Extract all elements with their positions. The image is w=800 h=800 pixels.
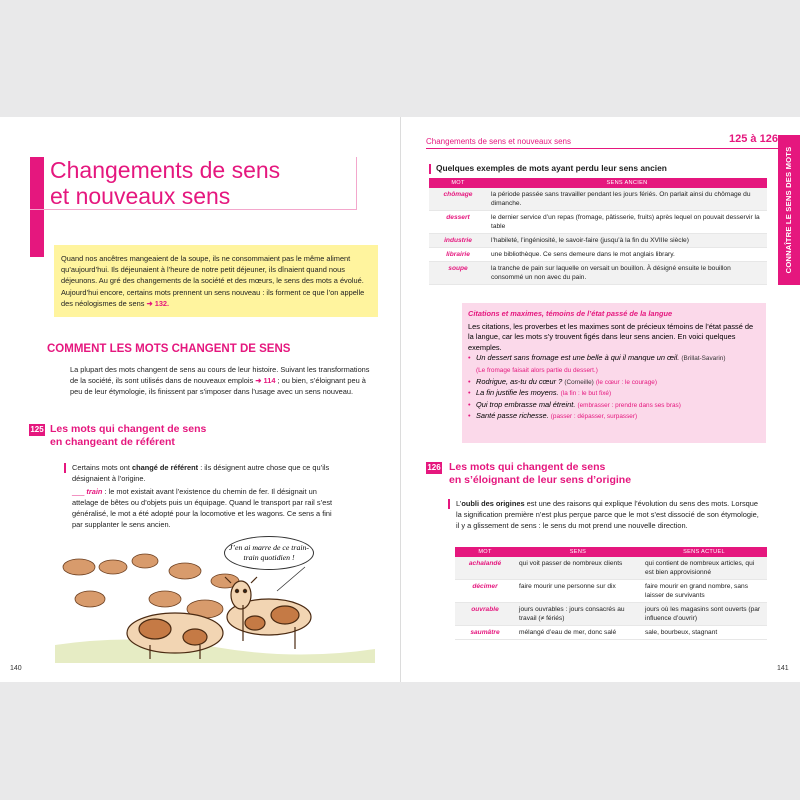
table2-header-sens-actuel: SENS ACTUEL (641, 547, 767, 557)
intro-box (54, 245, 378, 317)
section-number-125: 125 (30, 425, 44, 434)
p1-text-c: : ils désignent autre chose que ce qu’ils désignaient à l’origine. (72, 463, 330, 483)
header-rule (426, 148, 778, 149)
title-line-2: et nouveaux sens (50, 183, 231, 209)
citation-source: (Corneille) (564, 378, 594, 386)
paragraph-marker (64, 463, 66, 473)
citation-gloss: (Le fromage faisait alors partie du dessert.) (476, 366, 598, 374)
table1-title: Quelques exemples de mots ayant perdu leur sens ancien (436, 163, 667, 173)
citation-gloss: (embrasser : prendre dans ses bras) (577, 401, 681, 409)
train-example: ___ train : le mot existait avant l’existence du chemin de fer. Il désignait un attelage de bêtes ou d’objets puis un équipage. Quand le transport par rail s’est généralisé, le mot a été adopté pour la locomotive et les wagons. Ce sens a fini par supplanter le sens ancien. (72, 487, 333, 529)
table-cell: librairie (429, 248, 487, 262)
table-cell: achalandé (455, 557, 515, 580)
table-cell: industrie (429, 234, 487, 248)
table-cell: qui voit passer de nombreux clients (515, 557, 641, 580)
citation-gloss: (passer : dépasser, surpasser) (550, 413, 638, 421)
chapter-tab-label: CONNAÎTRE LE SENS DES MOTS (784, 146, 793, 274)
table-row (429, 234, 767, 248)
p126-text-a: L’ (456, 499, 462, 508)
table-cell: saumâtre (455, 626, 515, 640)
table-cell: le dernier service d’un repas (fromage, pâtisserie, fruits) après lequel on pouvait desservir la table (487, 211, 767, 234)
section-number-126: 126 (427, 463, 441, 472)
citation-quote: Qui trop embrasse mal étreint. (476, 399, 576, 409)
citation-quote: La fin justifie les moyens. (476, 388, 559, 398)
intro-text: Quand nos ancêtres mangeaient de la soupe, ils ne consommaient pas le même aliment qu’aujourd’hui. Ils déjeunaient à l’heure de notre petit déjeuner, ils dînaient quand nous déjeunons. Au gré des changements de la société et des mœurs, le sens des mots a évolué. Aujourd’hui encore, certains mots prennent un sens nouveau : ils forment ce que l’on appelle des néologismes de sens (61, 254, 365, 308)
cow-large (127, 577, 311, 659)
table-row (455, 626, 767, 640)
table-row (429, 188, 767, 211)
title-rule (30, 209, 356, 210)
table1-marker (429, 164, 431, 174)
citation-item (468, 411, 760, 423)
section-body-text: La plupart des mots changent de sens au cours de leur histoire. Suivant les transformations de la société, ils sont utilisés dans de nouveaux emplois (70, 365, 370, 385)
table2-header-mot: MOT (455, 547, 515, 557)
citation-item (468, 388, 760, 400)
table-cell: dessert (429, 211, 487, 234)
citation-item (468, 377, 760, 389)
table2-header-sens: SENS (515, 547, 641, 557)
speech-bubble-text: J’en ai marre de ce train-train quotidien ! (228, 543, 310, 562)
subsection-125-title-line-2: en changeant de référent (50, 436, 175, 448)
citation-source: (Brillat-Savarin) (681, 355, 726, 363)
intro-cross-ref[interactable]: ➜ 132. (146, 298, 170, 308)
table-cell: ouvrable (455, 603, 515, 626)
table-row (429, 248, 767, 262)
citation-item (468, 400, 760, 412)
table1-header-sens-ancien: SENS ANCIEN (487, 178, 767, 188)
title-rule-vertical (356, 157, 357, 210)
section-range: 125 à 126 (729, 133, 778, 145)
table-cell: jours ouvrables : jours consacrés au travail (≠ fériés) (515, 603, 641, 626)
book-spread (0, 117, 800, 682)
subsection-125-title (50, 423, 206, 449)
title-accent-bar (30, 157, 44, 257)
left-page (0, 117, 401, 682)
section-body (70, 364, 370, 397)
title-line-1: Changements de sens (50, 157, 281, 183)
section-cross-ref[interactable]: ➜ 114 (255, 376, 276, 385)
table-cell: faire mourir une personne sur dix (515, 580, 641, 603)
train-explanation: : le mot existait avant l’existence du chemin de fer. Il désignait un attelage de bêtes ou d’objets puis un équipage. Quand le transport par rail s’est généralisé, le mot a été adopté pour la locomotive et les wagons. Ce sens a fini par supplanter le sens ancien. (72, 487, 333, 529)
table-cell: la période passée sans travailler pendant les jours fériés. On parlait ainsi du chômage du dimanche. (487, 188, 767, 211)
speech-bubble (224, 536, 314, 570)
table-meaning-shift (455, 547, 767, 640)
table-cell: l’habileté, l’ingéniosité, le savoir-faire (jusqu’à la fin du XVIIIe siècle) (487, 234, 767, 248)
citation-item (468, 353, 760, 376)
section-body-text-2: ; ou bien, s’éloignant peu à peu de leur étymologie, ils finissent par s’imposer dans l’usage avec un sens nouveau. (70, 376, 366, 396)
example-word-train: train (86, 487, 103, 496)
subsection-126-title-line-1: Les mots qui changent de sens (449, 461, 606, 473)
table-cell: décimer (455, 580, 515, 603)
citation-quote: Santé passe richesse. (476, 411, 549, 421)
page-title (50, 157, 280, 209)
table-cell: une bibliothèque. Ce sens demeure dans le mot anglais library. (487, 248, 767, 262)
right-page (400, 117, 800, 682)
table-cell: soupe (429, 262, 487, 285)
table-cell: qui contient de nombreux articles, qui est bien approvisionné (641, 557, 767, 580)
table-cell: chômage (429, 188, 487, 211)
citation-gloss: (la fin : le but fixé) (560, 390, 612, 398)
citations-intro: Les citations, les proverbes et les maximes sont de précieux témoins de l’état passé de la langue, car les mots s’y trouvent figés dans leur sens ancien. En voici quelques exemples. (468, 321, 754, 352)
running-header: Changements de sens et nouveaux sens (426, 137, 571, 146)
cows-illustration (55, 537, 375, 663)
citation-gloss: (le cœur : le courage) (595, 378, 657, 386)
table-cell: mélangé d’eau de mer, donc salé (515, 626, 641, 640)
table-row (455, 557, 767, 580)
page-number-right: 141 (777, 665, 789, 672)
citations-title: Citations et maximes, témoins de l’état passé de la langue (468, 309, 673, 318)
citation-quote: Un dessert sans fromage est une belle à qui il manque un œil. (476, 353, 680, 363)
table-cell: sale, bourbeux, stagnant (641, 626, 767, 640)
citation-quote: Rodrigue, as-tu du cœur ? (476, 376, 563, 386)
subsection-126-title-line-2: en s’éloignant de leur sens d’origine (449, 474, 632, 486)
table-cell: jours où les magasins sont ouverts (par influence d’ouvrir) (641, 603, 767, 626)
subsection-126-title (449, 461, 631, 487)
citations-box (462, 303, 766, 443)
p1-text-a: Certains mots ont (72, 463, 130, 472)
page-number-left: 140 (10, 665, 22, 672)
paragraph-marker (448, 499, 450, 509)
table-cell: la tranche de pain sur laquelle on versait un bouillon. À désigné ensuite le bouillon consommé un non avec du pain. (487, 262, 767, 285)
cow-small-left (63, 554, 239, 618)
section-heading: COMMENT LES MOTS CHANGENT DE SENS (47, 343, 291, 355)
subsection-125-body (72, 462, 352, 484)
subsection-126-body (456, 498, 764, 531)
p1-bold: changé de référent (131, 463, 199, 472)
table1-header-mot: MOT (429, 178, 487, 188)
table-row (429, 262, 767, 285)
table-cell: faire mourir en grand nombre, sans laisser de survivants (641, 580, 767, 603)
subsection-125-title-line-1: Les mots qui changent de sens (50, 423, 207, 435)
table-row (455, 580, 767, 603)
table-row (429, 211, 767, 234)
table-lost-meanings (429, 178, 767, 285)
p126-text-c: est une des raisons qui explique l’évolution du sens des mots. Lorsque la signification première n’est plus perçue parce que le mot s’est dissocié de son étymologie, il y a glissement de sens : le sens du mot prend une nouvelle direction. (456, 499, 759, 530)
table-row (455, 603, 767, 626)
p126-bold: oubli des origines (461, 499, 525, 508)
